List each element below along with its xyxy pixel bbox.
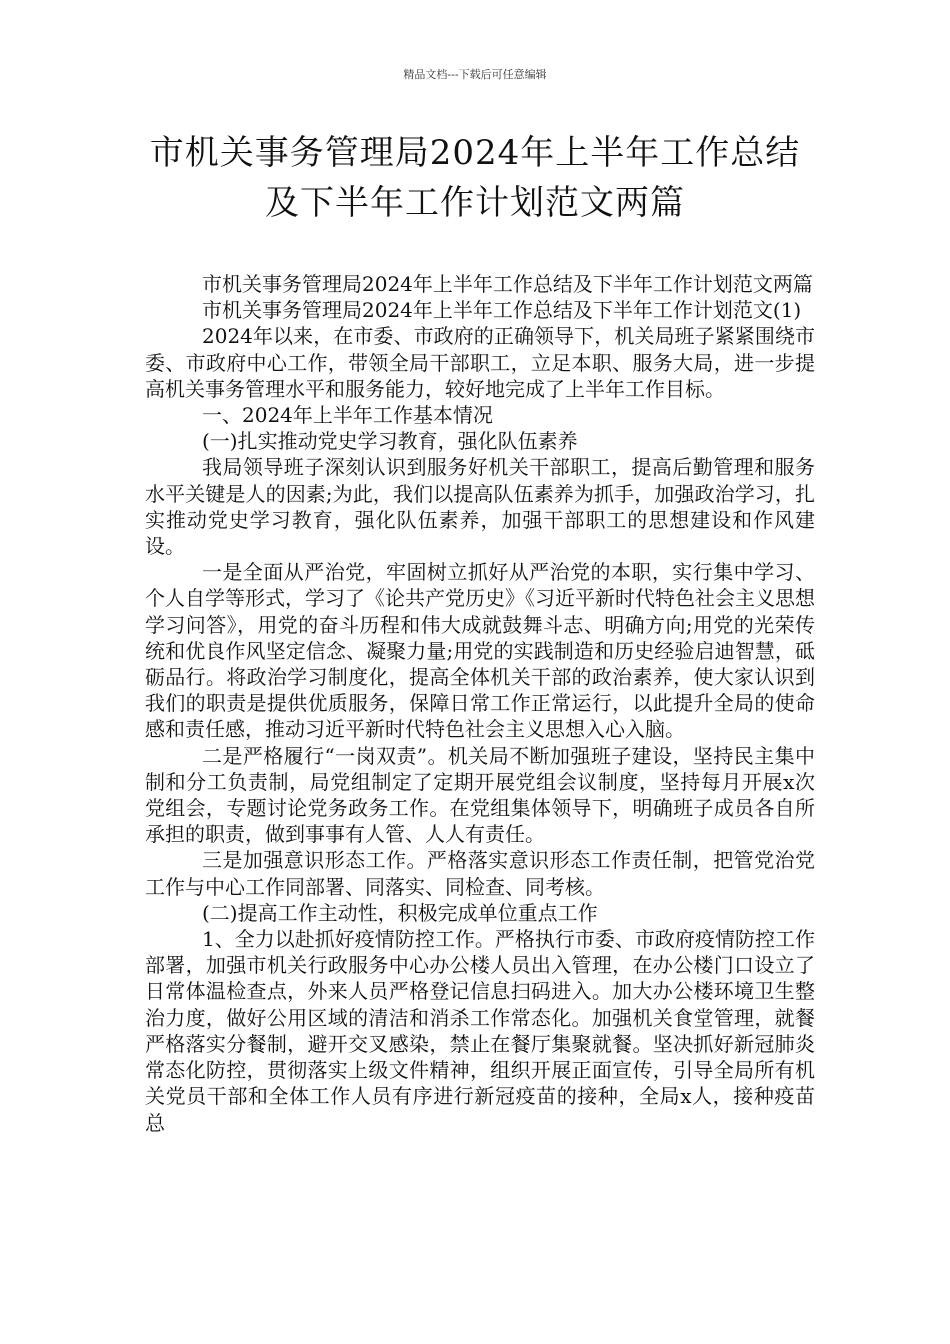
paragraph: 1、全力以赴抓好疫情防控工作。严格执行市委、市政府疫情防控工作部署，加强市机关行政服务中心办公楼人员出入管理，在办公楼门口设立了日常体温检查点，外来人员严格登记信息扫码进入。加大办公楼环境卫生整治力度，做好公用区域的清洁和消杀工作常态化。加强机关食堂管理，就餐严格落实分餐制，避开交叉感染，禁止在餐厅集聚就餐。坚决抓好新冠肺炎常态化防控，贯彻落实上级文件精神，组织开展正面宣传，引导全局所有机关党员干部和全体工作人员有序进行新冠疫苗的接种，全局x人，接种疫苗总 — [145, 927, 815, 1135]
section-heading: 一、2024年上半年工作基本情况 — [202, 403, 493, 428]
paragraph: 市机关事务管理局2024年上半年工作总结及下半年工作计划范文(1) — [202, 298, 802, 323]
document-title — [100, 128, 850, 228]
paragraph: 二是严格履行“一岗双责”。机关局不断加强班子建设，坚持民主集中制和分工负责制，局党组制定了定期开展党组会议制度，坚持每月开展x次党组会，专题讨论党务政务工作。在党组集体领导下，明确班子成员各自所承担的职责，做到事事有人管、人人有责任。 — [145, 743, 815, 847]
subsection-heading: (一)扎实推动党史学习教育，强化队伍素养 — [202, 429, 578, 454]
document-body — [145, 271, 815, 1136]
paragraph: 三是加强意识形态工作。严格落实意识形态工作责任制，把管党治党工作与中心工作同部署、同落实、同检查、同考核。 — [145, 848, 815, 899]
subsection-heading: (二)提高工作主动性，积极完成单位重点工作 — [202, 900, 598, 925]
paragraph: 市机关事务管理局2024年上半年工作总结及下半年工作计划范文两篇 — [202, 272, 813, 296]
title-line-2: 及下半年工作计划范文两篇 — [265, 183, 685, 223]
header-note: 精品文档---下载后可任意编辑 — [403, 68, 547, 81]
title-line-1: 市机关事务管理局2024年上半年工作总结 — [149, 133, 801, 173]
paragraph: 一是全面从严治党，牢固树立抓好从严治党的本职，实行集中学习、个人自学等形式，学习了《论共产党历史》《习近平新时代特色社会主义思想学习问答》，用党的奋斗历程和伟大成就鼓舞斗志、明确方向;用党的光荣传统和优良作风坚定信念、凝聚力量;用党的实践制造和历史经验启迪智慧，砥砺品行。将政治学习制度化，提高全体机关干部的政治素养，使大家认识到我们的职责是提供优质服务，保障日常工作正常运行，以此提升全局的使命感和责任感，推动习近平新时代特色社会主义思想入心入脑。 — [145, 560, 815, 742]
paragraph: 我局领导班子深刻认识到服务好机关干部职工，提高后勤管理和服务水平关键是人的因素;为此，我们以提高队伍素养为抓手，加强政治学习，扎实推动党史学习教育，强化队伍素养，加强干部职工的思想建设和作风建设。 — [145, 455, 815, 559]
paragraph: 2024年以来，在市委、市政府的正确领导下，机关局班子紧紧围绕市委、市政府中心工作，带领全局干部职工，立足本职、服务大局，进一步提高机关事务管理水平和服务能力，较好地完成了上半年工作目标。 — [145, 324, 815, 401]
